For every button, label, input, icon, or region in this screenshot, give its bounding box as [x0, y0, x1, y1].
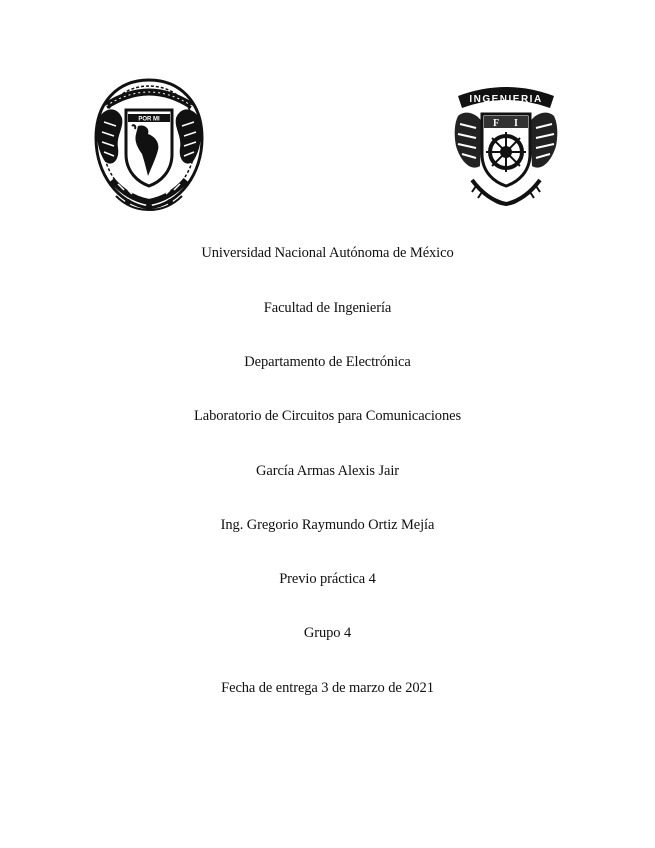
university-name: Universidad Nacional Autónoma de México [201, 245, 454, 261]
professor-name: Ing. Gregorio Raymundo Ortiz Mejía [220, 517, 435, 533]
svg-text:I: I [514, 118, 518, 129]
group-number: Grupo 4 [303, 625, 352, 641]
laboratory-name: Laboratorio de Circuitos para Comunicaciones [194, 408, 461, 424]
assignment-title: Previo práctica 4 [279, 571, 376, 587]
department-name: Departamento de Electrónica [244, 354, 411, 370]
fi-ingenieria-seal-icon [452, 80, 560, 210]
delivery-date: Fecha de entrega 3 de marzo de 2021 [221, 680, 434, 696]
unam-seal-icon [88, 76, 210, 212]
svg-text:F: F [492, 118, 500, 129]
faculty-name: Facultad de Ingeniería [263, 300, 392, 316]
svg-text:POR MI: POR MI [138, 116, 160, 123]
svg-text:INGENIERIA: INGENIERIA [469, 94, 543, 105]
student-name: García Armas Alexis Jair [256, 463, 399, 479]
